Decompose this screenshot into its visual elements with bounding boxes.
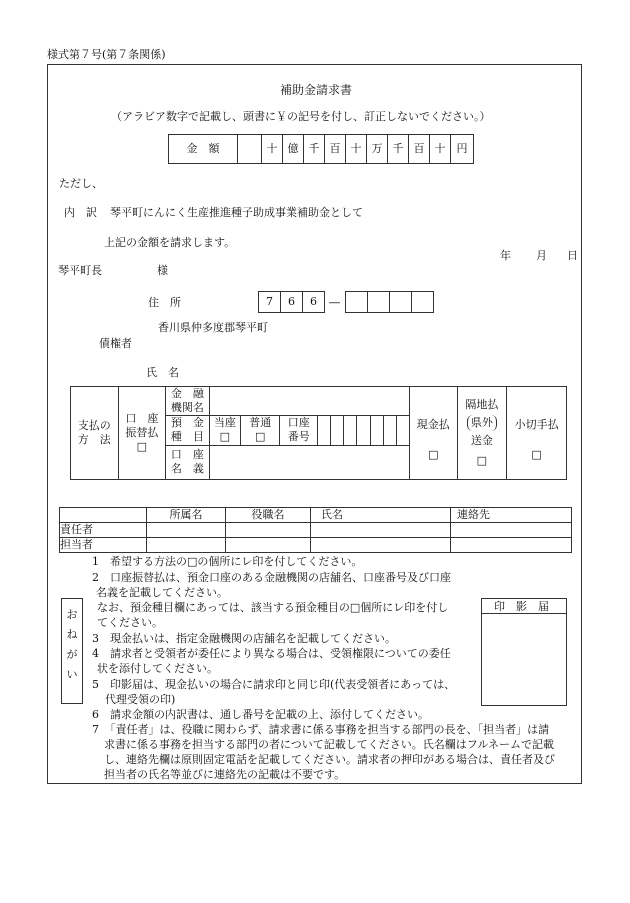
- contact-cell[interactable]: [311, 538, 451, 553]
- amount-digit[interactable]: 千: [388, 135, 409, 164]
- postal-digit-box[interactable]: [345, 291, 368, 313]
- note-line: 求書に係る事務を担当する部門の者について記載してください。氏名欄はフルネームで記載: [104, 738, 555, 751]
- address-text: 香川県仲多度郡琴平町: [158, 321, 268, 334]
- account-digit[interactable]: [317, 415, 330, 445]
- contact-cell[interactable]: [311, 523, 451, 538]
- remote-cell[interactable]: [457, 387, 507, 480]
- postal-digit-box[interactable]: 6: [302, 291, 325, 313]
- form-number-label: 様式第７号(第７条関係): [47, 48, 166, 61]
- ordinary-label: 普通: [249, 416, 272, 430]
- contact-header-name: 氏名: [311, 508, 451, 523]
- contact-header-blank: [60, 508, 147, 523]
- account-number-label: 口座 番号: [280, 415, 317, 445]
- note-line: 代理受領の印): [105, 693, 176, 706]
- honorific: 様: [157, 264, 168, 277]
- check-label: 小切手払: [514, 418, 559, 431]
- postal-dash: ―: [329, 296, 340, 309]
- notes-side-char: い: [66, 668, 78, 681]
- note-line: 担当者の氏名等並びに連絡先の記載は不要です。: [104, 768, 346, 781]
- current-account-option[interactable]: [209, 415, 240, 445]
- transfer-label: 口 座 振替払: [125, 412, 159, 439]
- contact-header-contact: 連絡先: [451, 508, 572, 523]
- notes-side-char: が: [66, 648, 78, 661]
- ordinary-account-option[interactable]: [241, 415, 280, 445]
- transfer-cell[interactable]: [118, 387, 166, 480]
- payment-table: [70, 386, 567, 480]
- contact-cell[interactable]: [451, 523, 572, 538]
- contact-cell[interactable]: [226, 523, 311, 538]
- payment-method-label: 支払の 方 法: [71, 387, 119, 480]
- postal-digit-box[interactable]: 7: [258, 291, 281, 313]
- amount-table: [168, 134, 474, 164]
- seal-box[interactable]: [481, 598, 567, 706]
- creditor-label: 債権者: [99, 337, 132, 350]
- contact-header-dept: 所属名: [147, 508, 226, 523]
- amount-digit[interactable]: 万: [367, 135, 388, 164]
- amount-digit[interactable]: 千: [304, 135, 325, 164]
- amount-digit[interactable]: 十: [262, 135, 283, 164]
- contact-cell[interactable]: [147, 523, 226, 538]
- note-line: 4 請求者と受領者が委任により異なる場合は、受領権限についての委任: [92, 647, 451, 660]
- note-line: 名義を記載してください。: [96, 586, 228, 599]
- amount-digit[interactable]: 十: [346, 135, 367, 164]
- account-digit[interactable]: [357, 415, 370, 445]
- remote-checkbox[interactable]: □: [476, 453, 488, 467]
- account-holder-field[interactable]: [209, 445, 409, 479]
- note-line: 1 希望する方法の□の個所にレ印を付してください。: [92, 555, 363, 568]
- contact-header-position: 役職名: [226, 508, 311, 523]
- note-line: 5 印影届は、現金払いの場合に請求印と同じ印(代表受領者にあっては、: [92, 678, 456, 691]
- seal-label: 印 影 届: [494, 600, 549, 613]
- postal-digit-box[interactable]: 6: [280, 291, 303, 313]
- account-holder-label: 口 座 名 義: [166, 445, 210, 479]
- note-line: 状を添付してください。: [97, 662, 218, 675]
- address-label: 住 所: [148, 296, 181, 309]
- addressee: 琴平町長: [58, 264, 102, 277]
- postal-digit-box[interactable]: [411, 291, 434, 313]
- outside-label: 県外: [467, 415, 497, 431]
- current-checkbox[interactable]: □: [219, 430, 231, 443]
- account-digit[interactable]: [331, 415, 344, 445]
- amount-digit[interactable]: 億: [283, 135, 304, 164]
- proviso-text: ただし、: [59, 177, 103, 190]
- ordinary-checkbox[interactable]: □: [255, 430, 266, 443]
- notes-side-char: ね: [66, 628, 78, 641]
- bank-name-label: 金 融 機関名: [166, 387, 210, 416]
- transfer-checkbox[interactable]: □: [136, 439, 148, 453]
- amount-digit[interactable]: 百: [409, 135, 430, 164]
- note-line: てください。: [97, 616, 163, 629]
- instruction-text: （アラビア数字で記載し、頭書に￥の記号を付し、訂正しないでください。）: [111, 110, 491, 123]
- postal-digit-box[interactable]: [389, 291, 412, 313]
- request-text: 上記の金額を請求します。: [104, 236, 236, 249]
- check-checkbox[interactable]: □: [531, 447, 542, 461]
- contact-row-label: 担当者: [60, 538, 147, 553]
- notes-side-box: [61, 598, 83, 704]
- postal-digit-box[interactable]: [367, 291, 390, 313]
- notes-side-char: お: [66, 608, 78, 621]
- contact-cell[interactable]: [147, 538, 226, 553]
- remote-label: 隔地払: [465, 398, 499, 412]
- contact-cell[interactable]: [451, 538, 572, 553]
- note-line: 3 現金払いは、指定金融機関の店舗名を記載してください。: [92, 632, 396, 645]
- amount-digit[interactable]: 円: [451, 135, 474, 164]
- contact-table: [59, 507, 572, 553]
- contact-cell[interactable]: [226, 538, 311, 553]
- date-month: 月: [536, 249, 547, 262]
- note-line: なお、預金種目欄にあっては、該当する預金種目の□個所にレ印を付し: [97, 601, 449, 614]
- cash-checkbox[interactable]: □: [428, 447, 439, 461]
- breakdown-text: 琴平町にんにく生産推進種子助成事業補助金として: [110, 206, 363, 219]
- cash-cell[interactable]: [410, 387, 458, 480]
- amount-digit[interactable]: 百: [325, 135, 346, 164]
- check-cell[interactable]: [507, 387, 567, 480]
- account-digit[interactable]: [370, 415, 383, 445]
- note-line: 7 「責任者」は、役職に関わらず、請求書に係る事務を担当する部門の長を、「担当者」は請: [92, 723, 550, 736]
- note-line: し、連絡先欄は原則固定電話を記載してください。請求者の押印がある場合は、責任者及び: [104, 753, 555, 766]
- account-digit[interactable]: [383, 415, 396, 445]
- form-title: 補助金請求書: [280, 83, 353, 97]
- date-day: 日: [567, 249, 578, 262]
- account-digit[interactable]: [344, 415, 357, 445]
- date-year: 年: [500, 249, 511, 262]
- name-label: 氏 名: [146, 366, 179, 379]
- remit-label: 送金: [470, 433, 493, 447]
- deposit-type-label: 預 金 種 目: [166, 415, 210, 445]
- bank-name-field[interactable]: [209, 387, 409, 416]
- amount-digit[interactable]: [238, 135, 262, 164]
- amount-digit[interactable]: 十: [430, 135, 451, 164]
- account-digit[interactable]: [396, 415, 409, 445]
- amount-label: 金 額: [169, 135, 238, 164]
- contact-row-label: 責任者: [60, 523, 147, 538]
- cash-label: 現金払: [416, 418, 450, 431]
- current-label: 当座: [213, 416, 236, 430]
- note-line: 2 口座振替払は、預金口座のある金融機関の店舗名、口座番号及び口座: [92, 571, 451, 584]
- breakdown-label: 内 訳: [64, 206, 97, 219]
- note-line: 6 請求金額の内訳書は、通し番号を記載の上、添付してください。: [92, 708, 429, 721]
